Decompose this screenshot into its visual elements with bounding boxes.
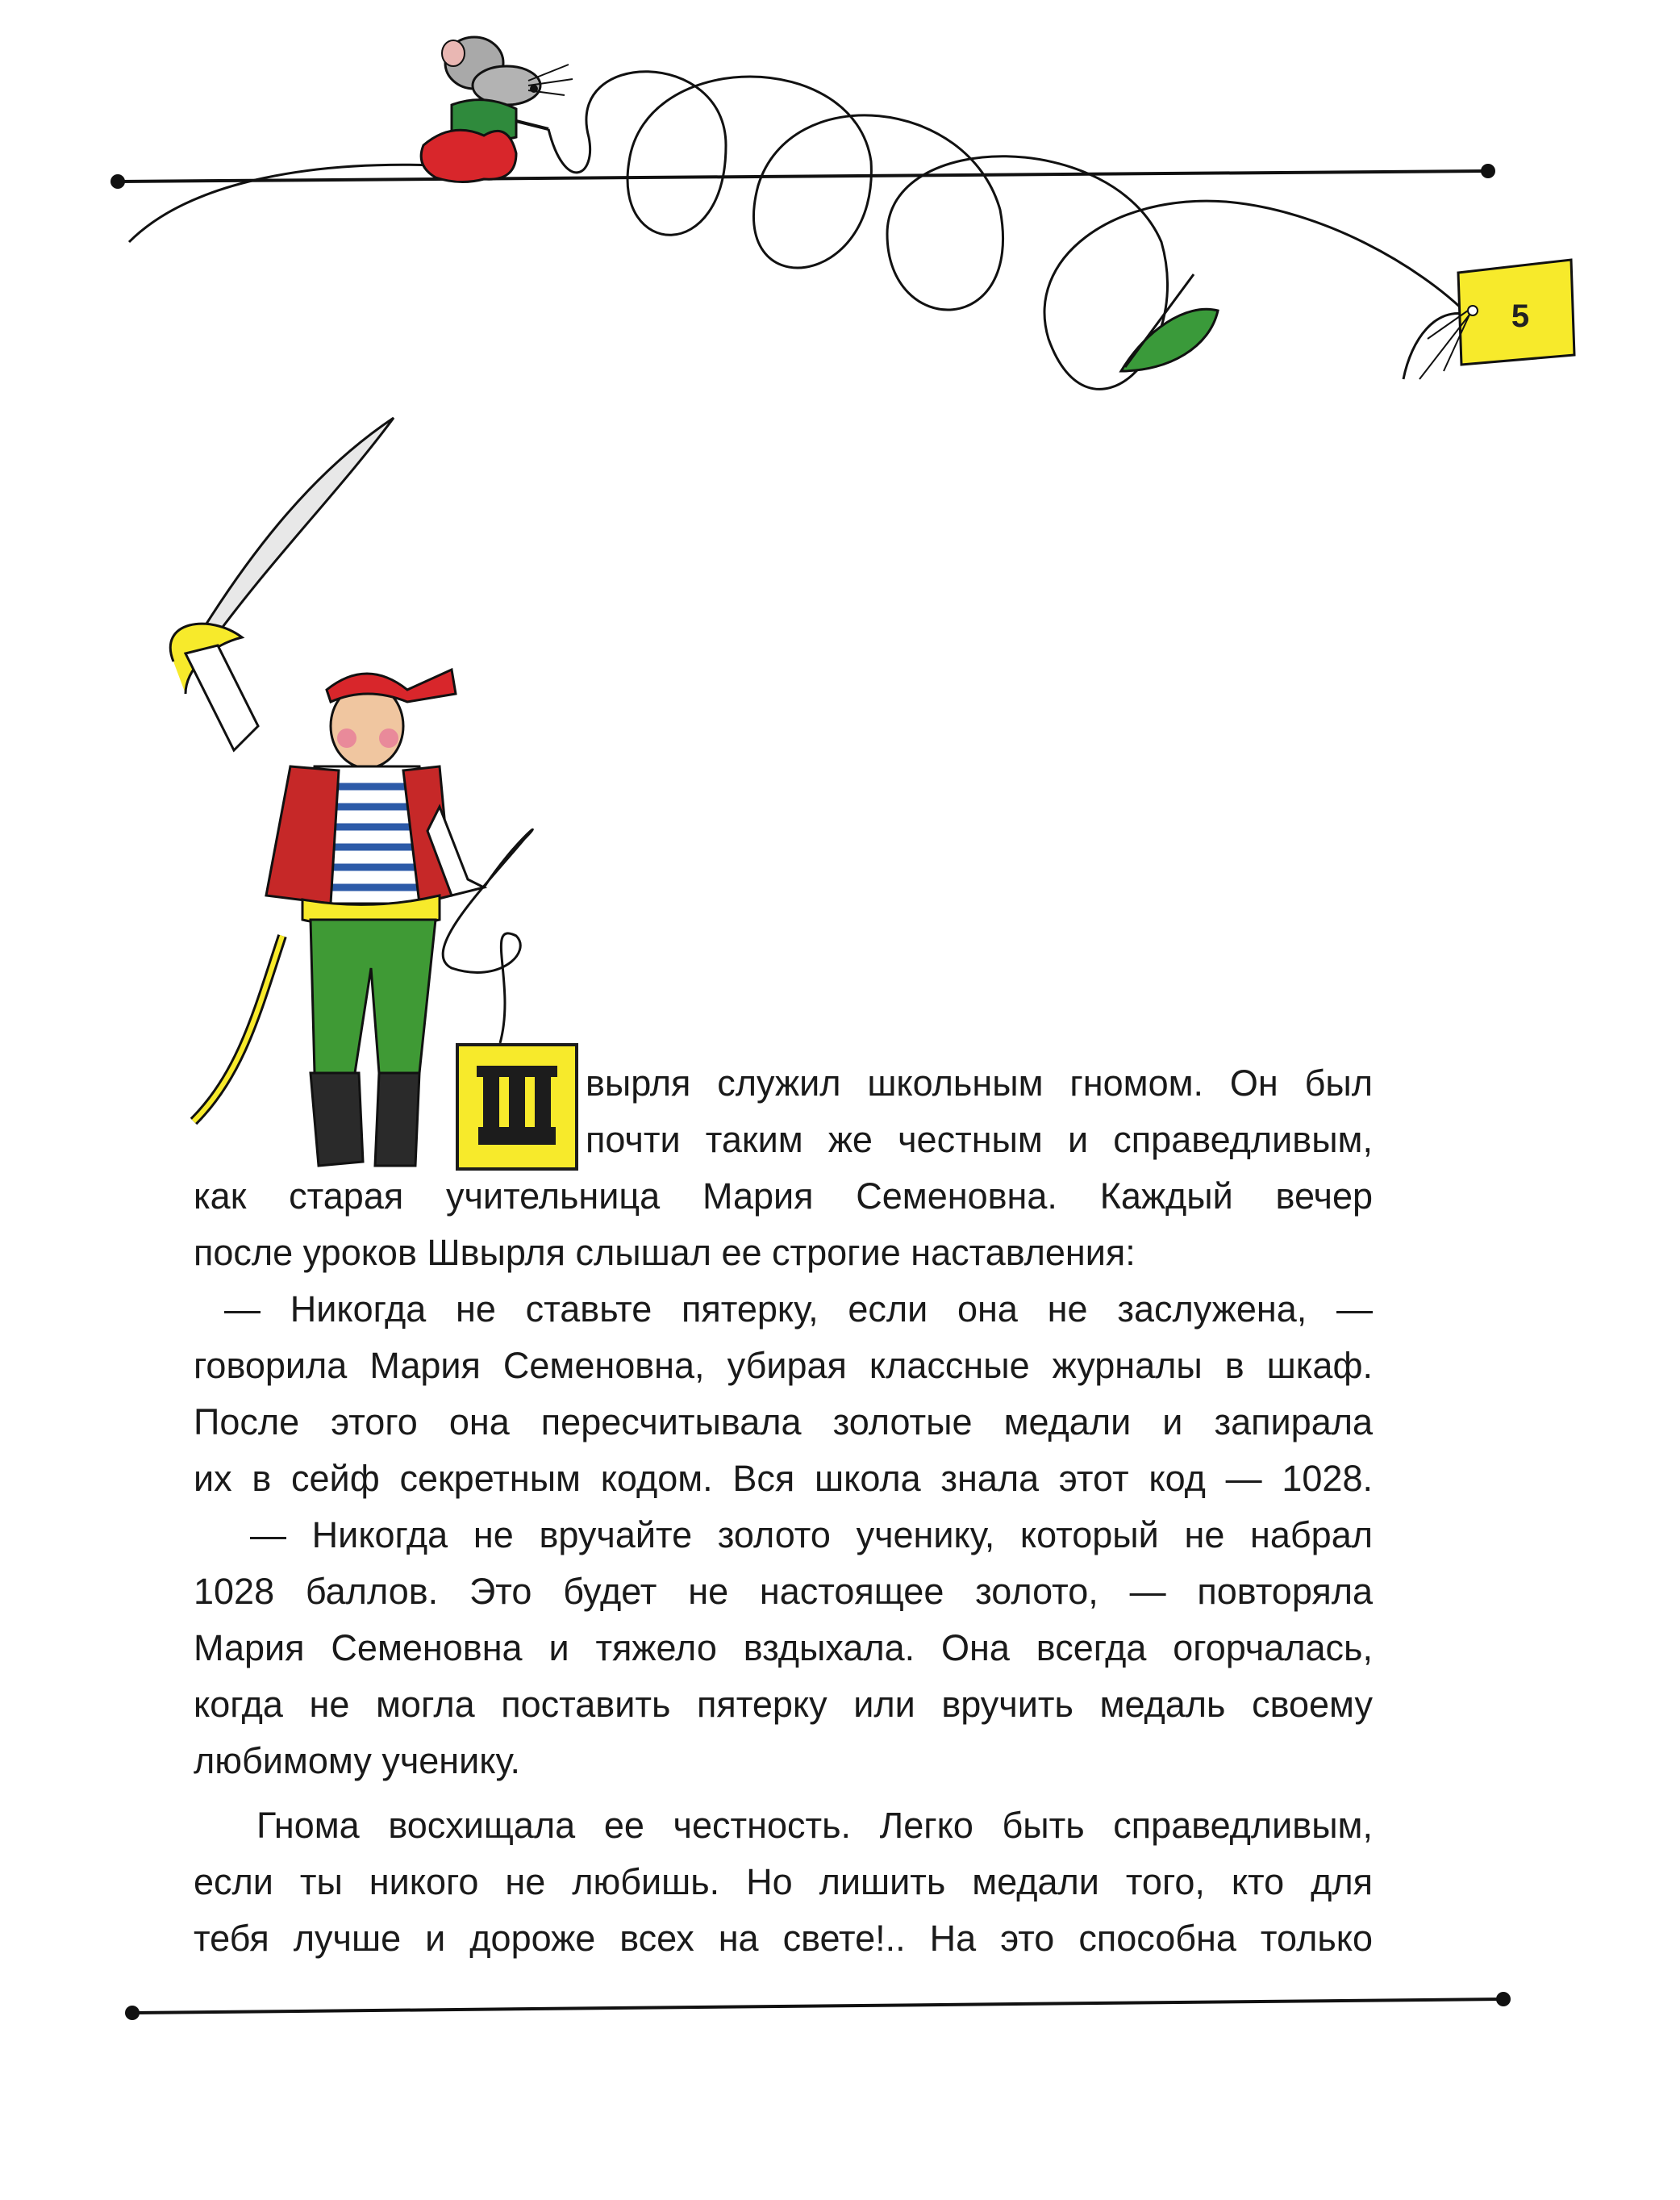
page-number: 5 <box>1511 298 1530 334</box>
bottom-rule <box>125 1992 1511 2020</box>
mouse-tail <box>129 165 436 242</box>
text-line: после уроков Швырля слышал ее строгие наставления: <box>194 1232 1136 1273</box>
top-rule <box>110 164 1495 189</box>
text-line: — Никогда не ставьте пятерку, если она не заслужена, — <box>224 1288 1373 1330</box>
text-line: — Никогда не вручайте золото ученику, который не набрал <box>250 1514 1373 1555</box>
text-line: если ты никого не любишь. Но лишить медали того, кто для <box>194 1861 1373 1902</box>
drop-cap-tag <box>456 1043 578 1171</box>
mouse-illustration <box>421 37 573 182</box>
text-line: Мария Семеновна и тяжело вздыхала. Она всегда огорчалась, <box>194 1627 1373 1668</box>
text-line: почти таким же честным и справедливым, <box>586 1119 1373 1160</box>
text-line: тебя лучше и дороже всех на свете!.. На это способна только <box>194 1918 1373 1959</box>
text-line: когда не могла поставить пятерку или вручить медаль своему <box>194 1684 1373 1725</box>
drop-cap-glyph <box>459 1046 575 1167</box>
text-line: любимому ученику. <box>194 1740 520 1781</box>
text-line: как старая учительница Мария Семеновна. Каждый вечер <box>194 1175 1373 1217</box>
string-loops <box>548 72 1468 390</box>
text-line: Гнома восхищала ее честность. Легко быть справедливым, <box>256 1805 1373 1846</box>
text-line: их в сейф секретным кодом. Вся школа знала этот код — 1028. <box>194 1458 1373 1499</box>
text-line: говорила Мария Семеновна, убирая классные журналы в шкаф. <box>194 1345 1373 1386</box>
leaf-icon <box>1121 274 1218 371</box>
text-line: 1028 баллов. Это будет не настоящее золото, — повторяла <box>194 1571 1373 1612</box>
text-line: вырля служил школьным гномом. Он был <box>586 1062 1373 1104</box>
text-line: После этого она пересчитывала золотые медали и запирала <box>194 1401 1373 1442</box>
